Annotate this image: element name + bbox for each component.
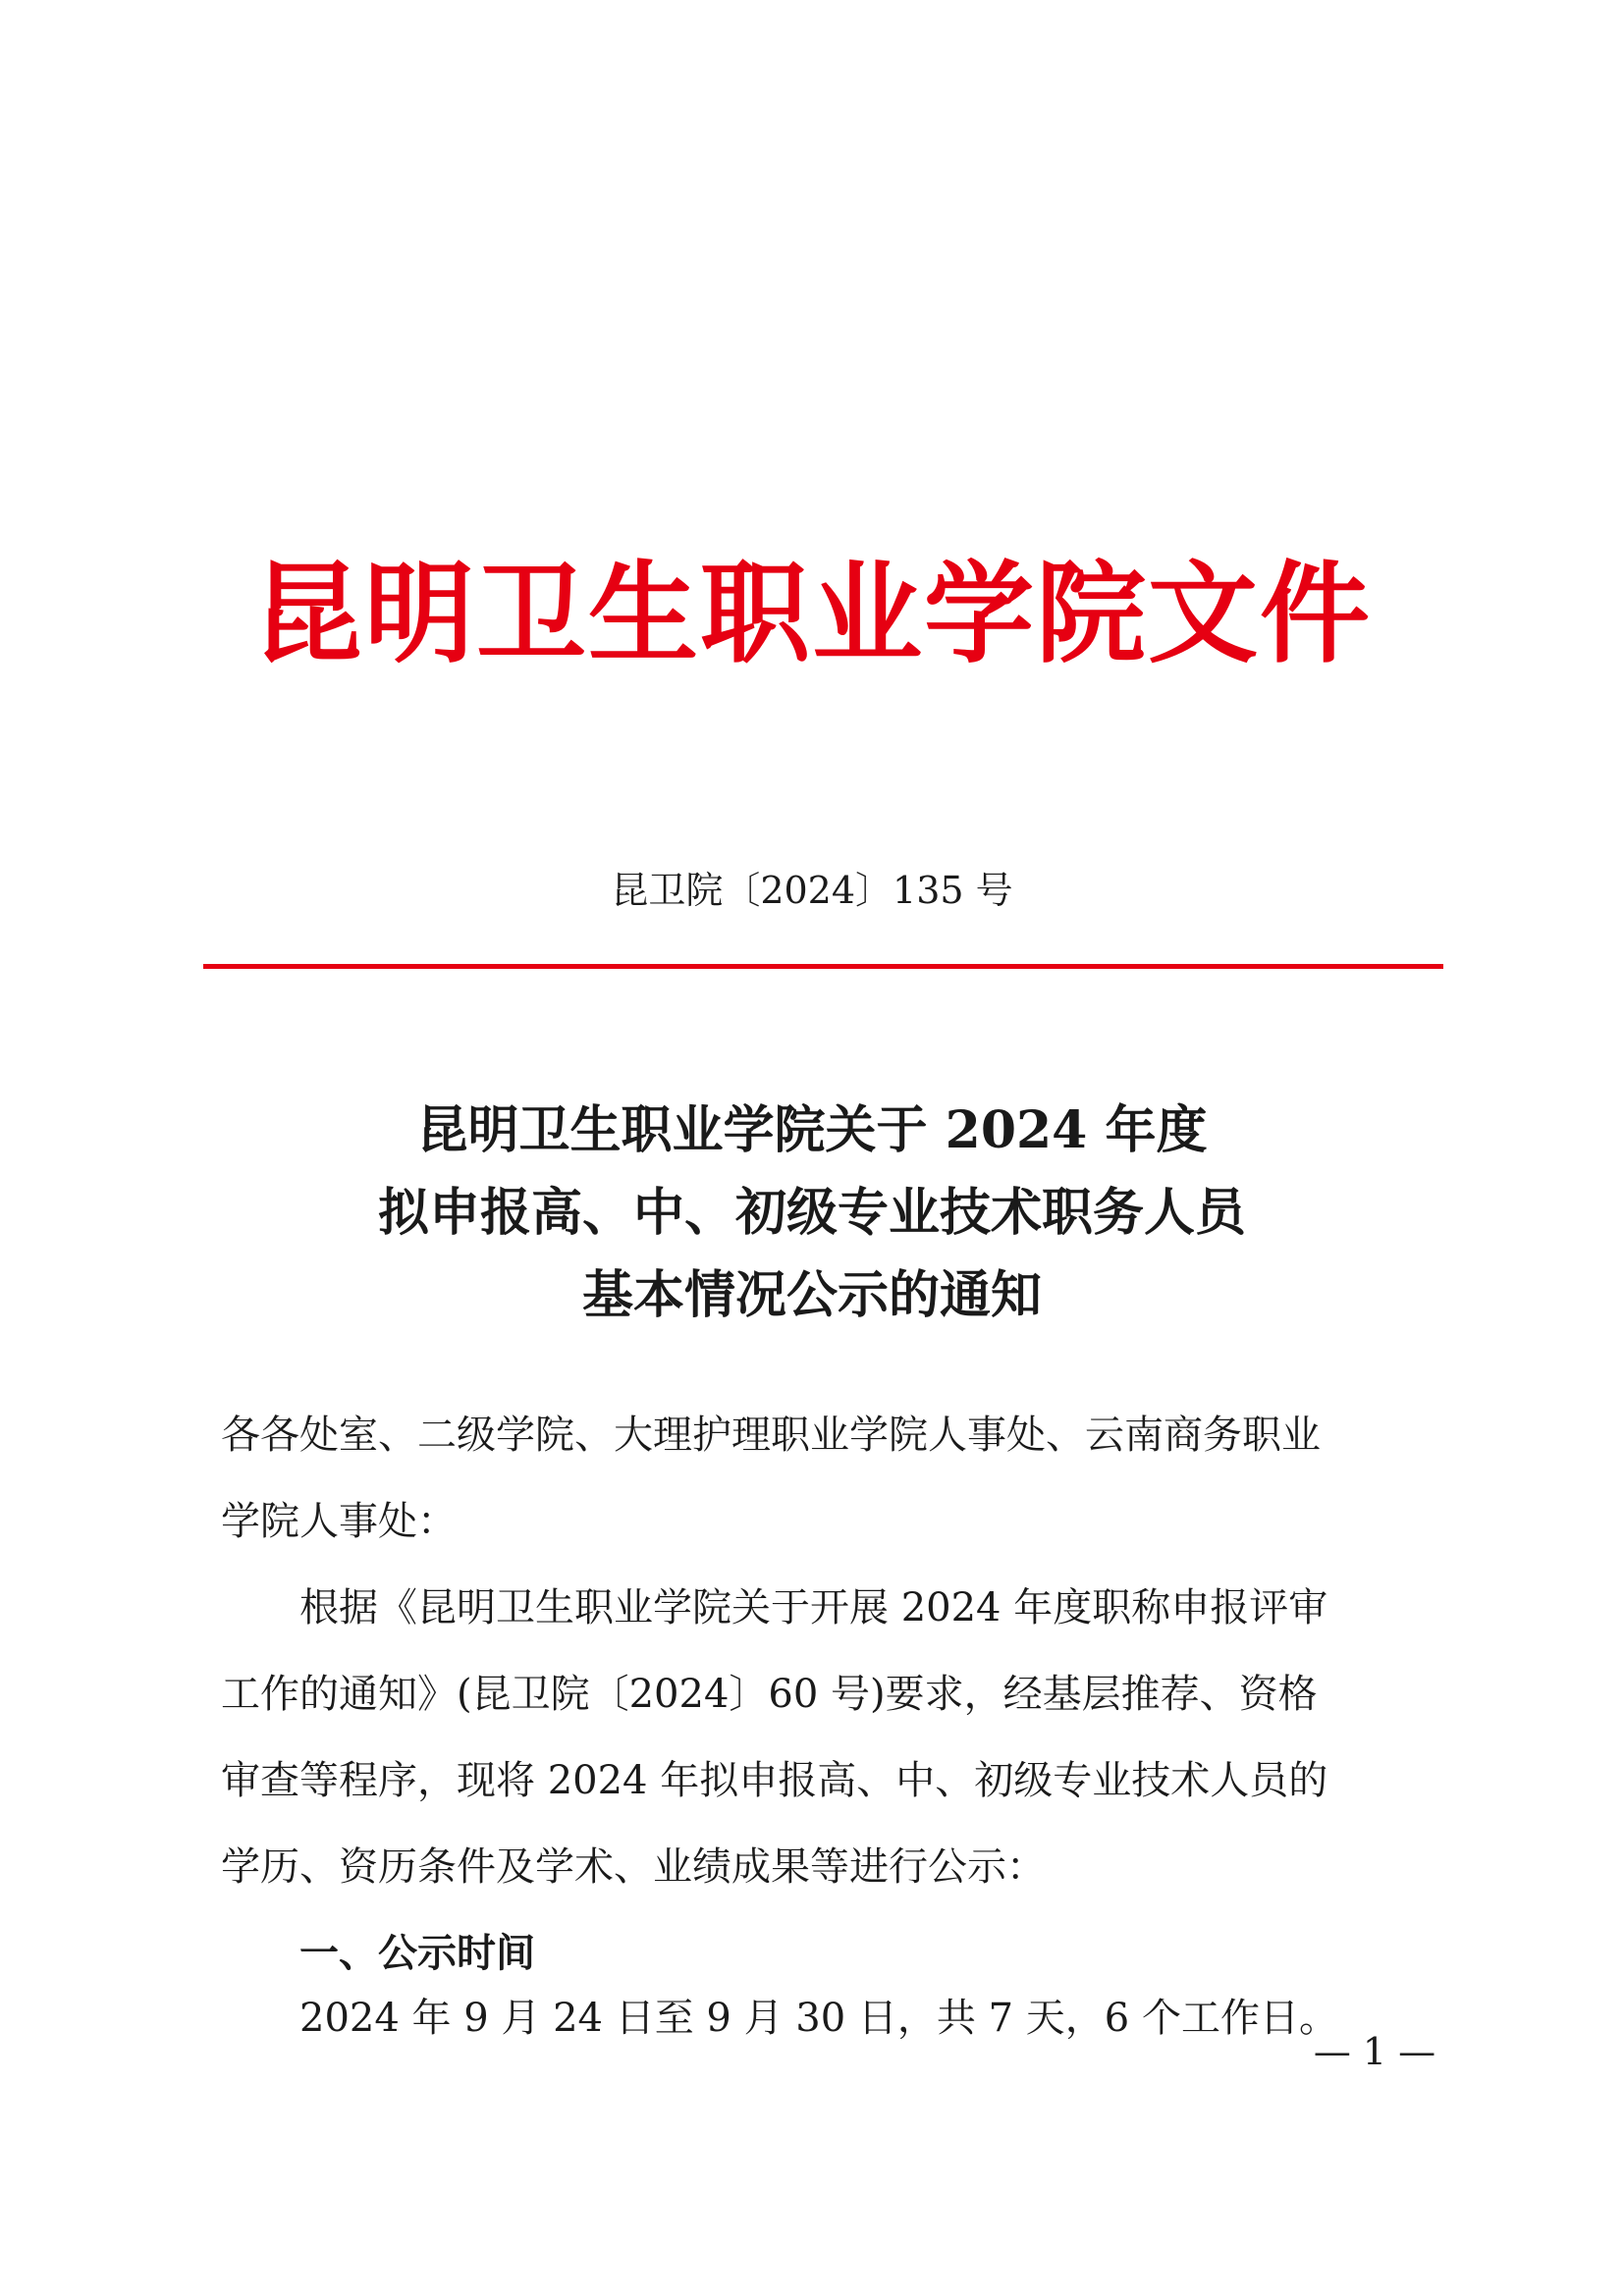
title-line-1: 昆明卫生职业学院关于 2024 年度 xyxy=(416,1100,1208,1160)
paragraph-1-line-3: 审查等程序，现将 2024 年拟申报高、中、初级专业技术人员的 xyxy=(221,1758,1328,1803)
red-divider-line xyxy=(203,964,1443,969)
paragraph-1-line-2: 工作的通知》(昆卫院〔2024〕60 号)要求，经基层推荐、资格 xyxy=(221,1672,1318,1717)
paragraph-1-line-4: 学历、资历条件及学术、业绩成果等进行公示： xyxy=(221,1844,1046,1890)
document-number: 昆卫院〔2024〕135 号 xyxy=(611,869,1013,912)
page-number: — 1 — xyxy=(1313,2030,1436,2073)
addressee-line-1: 各各处室、二级学院、大理护理职业学院人事处、云南商务职业 xyxy=(221,1413,1321,1458)
title-line-3: 基本情况公示的通知 xyxy=(581,1265,1042,1325)
section-1-heading: 一、公示时间 xyxy=(299,1930,535,1976)
issuer-masthead: 昆明卫生职业学院文件 xyxy=(252,550,1372,678)
paragraph-1-line-1: 根据《昆明卫生职业学院关于开展 2024 年度职称申报评审 xyxy=(299,1585,1328,1630)
document-title xyxy=(0,1090,1624,1337)
title-line-2: 拟申报高、中、初级专业技术职务人员 xyxy=(377,1183,1246,1243)
addressee-line-2: 学院人事处： xyxy=(221,1499,457,1544)
section-1-text: 2024 年 9 月 24 日至 9 月 30 日，共 7 天，6 个工作日。 xyxy=(299,1996,1338,2041)
